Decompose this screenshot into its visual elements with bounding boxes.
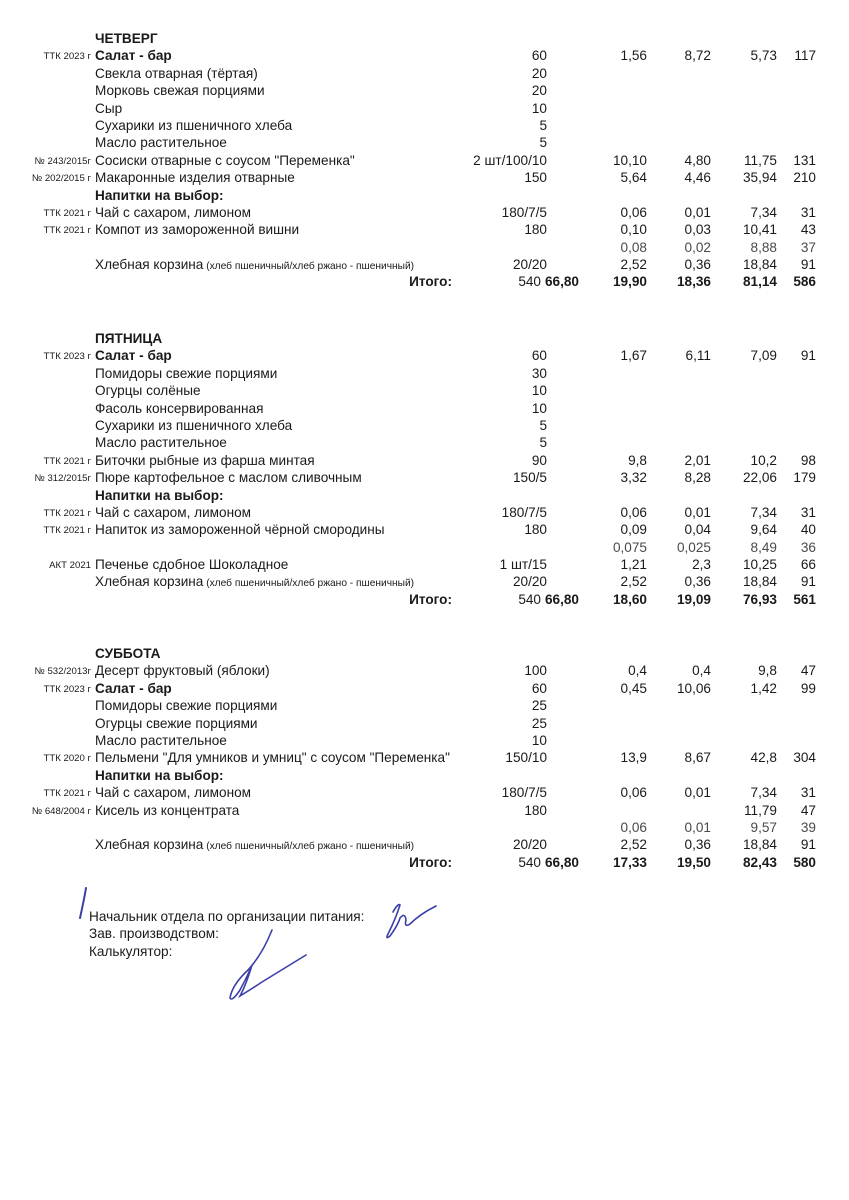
- dish-name: [95, 82, 265, 99]
- total-fats: 19,50: [676, 854, 711, 870]
- dish-note: (хлеб пшеничный/хлеб ржано - пшеничный): [203, 261, 415, 273]
- carbohydrates: 35,94: [742, 170, 777, 186]
- fats: 0,025: [676, 539, 711, 555]
- day-title: СУББОТА: [95, 646, 161, 661]
- dish-name-text: Чай с сахаром, лимоном: [95, 204, 251, 220]
- day-section: [0, 645, 849, 871]
- menu-row: [0, 187, 849, 204]
- dish-name-text: Пюре картофельное с маслом сливочным: [95, 470, 362, 486]
- carbohydrates: 18,84: [742, 837, 777, 853]
- proteins: 0,06: [620, 504, 647, 520]
- menu-row: [0, 573, 849, 590]
- calories: 47: [800, 663, 816, 679]
- total-price: 66,80: [544, 854, 579, 870]
- proteins: 0,06: [620, 785, 647, 801]
- calories: 179: [793, 470, 816, 486]
- recipe-code: № 202/2015 г: [31, 173, 91, 185]
- portion-output: 30: [531, 365, 547, 381]
- menu-row: [0, 784, 849, 801]
- fats: 0,01: [684, 204, 711, 220]
- portion-output: 180: [524, 522, 547, 538]
- total-proteins: 18,60: [612, 591, 647, 607]
- proteins: 3,32: [620, 470, 647, 486]
- calories: 36: [800, 539, 816, 555]
- fats: 0,04: [684, 522, 711, 538]
- dish-name: [95, 204, 251, 221]
- proteins: 9,8: [628, 452, 647, 468]
- menu-row: [0, 767, 849, 784]
- total-proteins: 19,90: [612, 274, 647, 290]
- signature-mark-left: [80, 888, 86, 918]
- dish-name-text: Пельмени "Для умников и умниц" с соусом "Переменка": [95, 750, 450, 766]
- fats: 0,36: [684, 257, 711, 273]
- dish-name-text: Морковь свежая порциями: [95, 83, 265, 99]
- dish-name: [95, 382, 201, 399]
- dish-name: [95, 784, 251, 801]
- dish-name-text: Хлебная корзина: [95, 837, 204, 853]
- dish-name-text: Огурцы солёные: [95, 383, 201, 399]
- menu-row: [0, 400, 849, 417]
- signature-line-calculator: Калькулятор:: [89, 943, 173, 959]
- portion-output: 60: [531, 348, 547, 364]
- dish-name-text: Салат - бар: [95, 348, 172, 364]
- carbohydrates: 9,8: [758, 663, 777, 679]
- carbohydrates: 8,49: [750, 539, 777, 555]
- total-row: [0, 273, 849, 290]
- portion-output: 150: [524, 170, 547, 186]
- dish-name-text: Биточки рыбные из фарша минтая: [95, 452, 315, 468]
- dish-name: [95, 715, 258, 732]
- menu-row: [0, 680, 849, 697]
- total-row: [0, 591, 849, 608]
- dish-name: [95, 434, 227, 451]
- dish-note: (хлеб пшеничный/хлеб ржано - пшеничный): [203, 841, 415, 853]
- calories: 31: [800, 785, 816, 801]
- calories: 40: [800, 522, 816, 538]
- calories: 91: [800, 257, 816, 273]
- portion-output: 10: [531, 400, 547, 416]
- fats: 0,01: [684, 819, 711, 835]
- total-output: 540: [518, 591, 541, 607]
- total-fats: 19,09: [676, 591, 711, 607]
- fats: 0,4: [692, 663, 711, 679]
- dish-name-text: Масло растительное: [95, 435, 227, 451]
- fats: 0,02: [684, 239, 711, 255]
- carbohydrates: 7,34: [750, 204, 777, 220]
- total-output: 540: [518, 274, 541, 290]
- menu-row: [0, 256, 849, 273]
- day-section: [0, 30, 849, 291]
- recipe-code: ТТК 2023 г: [43, 51, 91, 63]
- calories: 304: [793, 750, 816, 766]
- fats: 0,03: [684, 222, 711, 238]
- portion-output: 5: [539, 435, 547, 451]
- dish-name: [95, 749, 450, 766]
- portion-output: 90: [531, 452, 547, 468]
- fats: 0,36: [684, 574, 711, 590]
- dish-name: [95, 452, 315, 469]
- calories: 117: [794, 48, 816, 64]
- menu-row: [0, 452, 849, 469]
- calories: 210: [793, 170, 816, 186]
- recipe-code: ТТК 2021 г: [43, 507, 91, 519]
- menu-row: [0, 221, 849, 238]
- dish-name-text: Напитки на выбор:: [95, 487, 224, 503]
- menu-row: [0, 802, 849, 819]
- dish-name-text: Сосиски отварные с соусом "Переменка": [95, 152, 355, 168]
- total-output: 540: [518, 854, 541, 870]
- menu-row: [0, 697, 849, 714]
- menu-row: [0, 82, 849, 99]
- total-carbohydrates: 82,43: [742, 854, 777, 870]
- fats: 8,28: [684, 470, 711, 486]
- portion-output: 180: [524, 222, 547, 238]
- fats: 4,46: [684, 170, 711, 186]
- portion-output: 5: [539, 117, 547, 133]
- total-label: Итого:: [409, 274, 452, 290]
- menu-row: [0, 47, 849, 64]
- dish-name-text: Сухарики из пшеничного хлеба: [95, 117, 293, 133]
- proteins: 0,06: [620, 819, 647, 835]
- dish-name-text: Огурцы свежие порциями: [95, 715, 258, 731]
- total-proteins: 17,33: [612, 854, 647, 870]
- dish-name-text: Помидоры свежие порциями: [95, 698, 278, 714]
- menu-row: [0, 487, 849, 504]
- menu-row: [0, 365, 849, 382]
- portion-output: 2 шт/100/10: [473, 152, 547, 168]
- calories: 91: [800, 574, 816, 590]
- portion-output: 20: [531, 83, 547, 99]
- menu-row: [0, 382, 849, 399]
- dish-name: [95, 365, 277, 382]
- portion-output: 180/7/5: [501, 785, 547, 801]
- portion-output: 20/20: [512, 837, 547, 853]
- carbohydrates: 42,8: [750, 750, 777, 766]
- recipe-code: ТТК 2021 г: [43, 525, 91, 537]
- menu-row: [0, 434, 849, 451]
- dish-name-text: Чай с сахаром, лимоном: [95, 785, 251, 801]
- menu-row: [0, 732, 849, 749]
- carbohydrates: 7,09: [750, 348, 777, 364]
- portion-output: 180/7/5: [501, 204, 547, 220]
- portion-output: 10: [531, 100, 547, 116]
- recipe-code: № 312/2015г: [34, 473, 91, 485]
- portion-output: 10: [531, 732, 547, 748]
- proteins: 13,9: [620, 750, 647, 766]
- dish-name-text: Макаронные изделия отварные: [95, 170, 295, 186]
- menu-row: [0, 469, 849, 486]
- menu-row: [0, 749, 849, 766]
- menu-row: [0, 417, 849, 434]
- signature-block: [89, 908, 364, 960]
- portion-output: 25: [531, 698, 547, 714]
- calories: 91: [800, 837, 816, 853]
- dish-name: [95, 662, 270, 679]
- menu-row: [0, 204, 849, 221]
- carbohydrates: 11,79: [743, 802, 777, 818]
- fats: 4,80: [684, 152, 711, 168]
- proteins: 1,21: [620, 557, 647, 573]
- dish-name: [95, 47, 172, 64]
- calories: 31: [800, 204, 816, 220]
- menu-row: [0, 504, 849, 521]
- carbohydrates: 18,84: [742, 257, 777, 273]
- carbohydrates: 10,2: [750, 452, 777, 468]
- recipe-code: ТТК 2021 г: [43, 455, 91, 467]
- dish-name-text: Фасоль консервированная: [95, 400, 264, 416]
- carbohydrates: 18,84: [742, 574, 777, 590]
- calories: 47: [800, 802, 816, 818]
- dish-name: [95, 802, 239, 819]
- proteins: 0,09: [620, 522, 647, 538]
- total-fats: 18,36: [676, 274, 711, 290]
- proteins: 1,56: [620, 48, 647, 64]
- dish-name: [95, 400, 263, 417]
- dish-name: [95, 221, 299, 238]
- calories: 99: [800, 680, 816, 696]
- fats: 2,01: [684, 452, 711, 468]
- fats: 0,01: [684, 785, 711, 801]
- proteins: 2,52: [620, 574, 647, 590]
- carbohydrates: 8,88: [750, 239, 777, 255]
- dish-name: [95, 680, 172, 697]
- menu-row: [0, 819, 849, 836]
- dish-name-text: Хлебная корзина: [95, 574, 204, 590]
- portion-output: 180: [524, 802, 547, 818]
- calories: 91: [800, 348, 816, 364]
- portion-output: 60: [531, 48, 547, 64]
- dish-name: [95, 521, 385, 538]
- recipe-code: № 532/2013г: [34, 666, 91, 678]
- dish-name-text: Помидоры свежие порциями: [95, 365, 278, 381]
- carbohydrates: 22,06: [742, 470, 777, 486]
- menu-row: [0, 836, 849, 853]
- portion-output: 5: [539, 135, 547, 151]
- proteins: 0,08: [620, 239, 647, 255]
- fats: 8,67: [684, 750, 711, 766]
- dish-name: [95, 100, 122, 117]
- dish-name: [95, 469, 362, 486]
- portion-output: 25: [531, 715, 547, 731]
- calories: 131: [793, 152, 816, 168]
- dish-name-text: Компот из замороженной вишни: [95, 222, 300, 238]
- dish-name-text: Хлебная корзина: [95, 257, 204, 273]
- total-carbohydrates: 81,14: [742, 274, 777, 290]
- carbohydrates: 7,34: [750, 504, 777, 520]
- dish-name-text: Десерт фруктовый (яблоки): [95, 663, 270, 679]
- portion-output: 60: [531, 680, 547, 696]
- proteins: 0,075: [612, 539, 647, 555]
- proteins: 0,10: [620, 222, 647, 238]
- dish-name: [95, 697, 277, 714]
- portion-output: 100: [524, 663, 547, 679]
- signature-line-production-head: Зав. производством:: [89, 926, 219, 942]
- menu-row: [0, 134, 849, 151]
- fats: 0,01: [684, 504, 711, 520]
- carbohydrates: 11,75: [743, 152, 777, 168]
- dish-name: [95, 417, 292, 434]
- menu-row: [0, 662, 849, 679]
- dish-name: [95, 117, 292, 134]
- portion-output: 10: [531, 383, 547, 399]
- portion-output: 1 шт/15: [499, 557, 547, 573]
- calories: 37: [800, 239, 816, 255]
- fats: 10,06: [676, 680, 711, 696]
- fats: 2,3: [692, 557, 711, 573]
- menu-row: [0, 539, 849, 556]
- dish-name-text: Печенье сдобное Шоколадное: [95, 557, 289, 573]
- proteins: 0,06: [620, 204, 647, 220]
- portion-output: 20: [531, 65, 547, 81]
- recipe-code: АКТ 2021: [49, 560, 91, 572]
- portion-output: 180/7/5: [501, 504, 547, 520]
- dish-name-text: Сыр: [95, 100, 123, 116]
- proteins: 2,52: [620, 837, 647, 853]
- day-title: ПЯТНИЦА: [95, 331, 163, 346]
- menu-row: [0, 521, 849, 538]
- dish-name: [95, 504, 251, 521]
- portion-output: 5: [539, 417, 547, 433]
- fats: 0,36: [684, 837, 711, 853]
- total-price: 66,80: [544, 274, 579, 290]
- dish-name: [95, 767, 224, 784]
- dish-name-text: Масло растительное: [95, 732, 227, 748]
- total-label: Итого:: [409, 591, 452, 607]
- menu-row: [0, 347, 849, 364]
- carbohydrates: 10,25: [742, 557, 777, 573]
- portion-output: 20/20: [512, 257, 547, 273]
- proteins: 2,52: [620, 257, 647, 273]
- dish-name-text: Салат - бар: [95, 680, 172, 696]
- dish-name-text: Сухарики из пшеничного хлеба: [95, 417, 293, 433]
- menu-row: [0, 100, 849, 117]
- recipe-code: № 648/2004 г: [31, 805, 91, 817]
- signature-line-head: Начальник отдела по организации питания:: [89, 909, 365, 924]
- menu-row: [0, 239, 849, 256]
- dish-name: [95, 732, 227, 749]
- portion-output: 150/10: [505, 750, 547, 766]
- proteins: 0,4: [628, 663, 647, 679]
- fats: 6,11: [685, 348, 711, 364]
- recipe-code: ТТК 2021 г: [43, 225, 91, 237]
- dish-name: [95, 187, 224, 204]
- menu-row: [0, 715, 849, 732]
- dish-name-text: Напиток из замороженной чёрной смородины: [95, 522, 385, 538]
- carbohydrates: 9,57: [750, 819, 777, 835]
- signature-head: [387, 905, 436, 938]
- calories: 43: [800, 222, 816, 238]
- menu-row: [0, 65, 849, 82]
- fats: 8,72: [684, 48, 711, 64]
- proteins: 5,64: [620, 170, 647, 186]
- dish-name-text: Масло растительное: [95, 135, 227, 151]
- portion-output: 20/20: [512, 574, 547, 590]
- recipe-code: ТТК 2020 г: [43, 753, 91, 765]
- total-label: Итого:: [409, 854, 452, 870]
- dish-name: [95, 556, 288, 573]
- recipe-code: ТТК 2023 г: [43, 351, 91, 363]
- proteins: 10,10: [612, 152, 647, 168]
- carbohydrates: 7,34: [750, 785, 777, 801]
- dish-name: [95, 487, 224, 504]
- recipe-code: ТТК 2021 г: [43, 788, 91, 800]
- total-row: [0, 854, 849, 871]
- total-calories: 561: [793, 591, 816, 607]
- proteins: 1,67: [620, 348, 647, 364]
- recipe-code: ТТК 2023 г: [43, 683, 91, 695]
- portion-output: 150/5: [512, 470, 547, 486]
- menu-row: [0, 556, 849, 573]
- recipe-code: № 243/2015г: [34, 155, 91, 167]
- dish-name: [95, 169, 295, 186]
- dish-name: [95, 152, 355, 169]
- menu-row: [0, 152, 849, 169]
- total-price: 66,80: [544, 591, 579, 607]
- carbohydrates: 9,64: [750, 522, 777, 538]
- dish-name-text: Напитки на выбор:: [95, 187, 224, 203]
- carbohydrates: 5,73: [750, 48, 777, 64]
- day-title: ЧЕТВЕРГ: [95, 31, 158, 46]
- dish-note: (хлеб пшеничный/хлеб ржано - пшеничный): [203, 578, 415, 590]
- dish-name: [95, 65, 258, 82]
- menu-row: [0, 117, 849, 134]
- carbohydrates: 10,41: [742, 222, 777, 238]
- day-section: [0, 330, 849, 608]
- calories: 98: [800, 452, 816, 468]
- dish-name-text: Кисель из концентрата: [95, 802, 240, 818]
- total-carbohydrates: 76,93: [742, 591, 777, 607]
- dish-name-text: Напитки на выбор:: [95, 767, 224, 783]
- carbohydrates: 1,42: [750, 680, 777, 696]
- menu-row: [0, 169, 849, 186]
- dish-name-text: Чай с сахаром, лимоном: [95, 504, 251, 520]
- recipe-code: ТТК 2021 г: [43, 207, 91, 219]
- calories: 66: [800, 557, 816, 573]
- dish-name: [95, 134, 227, 151]
- dish-name-text: Салат - бар: [95, 48, 172, 64]
- dish-name-text: Свекла отварная (тёртая): [95, 65, 258, 81]
- dish-name: [95, 347, 172, 364]
- total-calories: 580: [793, 854, 816, 870]
- calories: 39: [800, 819, 816, 835]
- calories: 31: [800, 504, 816, 520]
- proteins: 0,45: [620, 680, 647, 696]
- total-calories: 586: [793, 274, 816, 290]
